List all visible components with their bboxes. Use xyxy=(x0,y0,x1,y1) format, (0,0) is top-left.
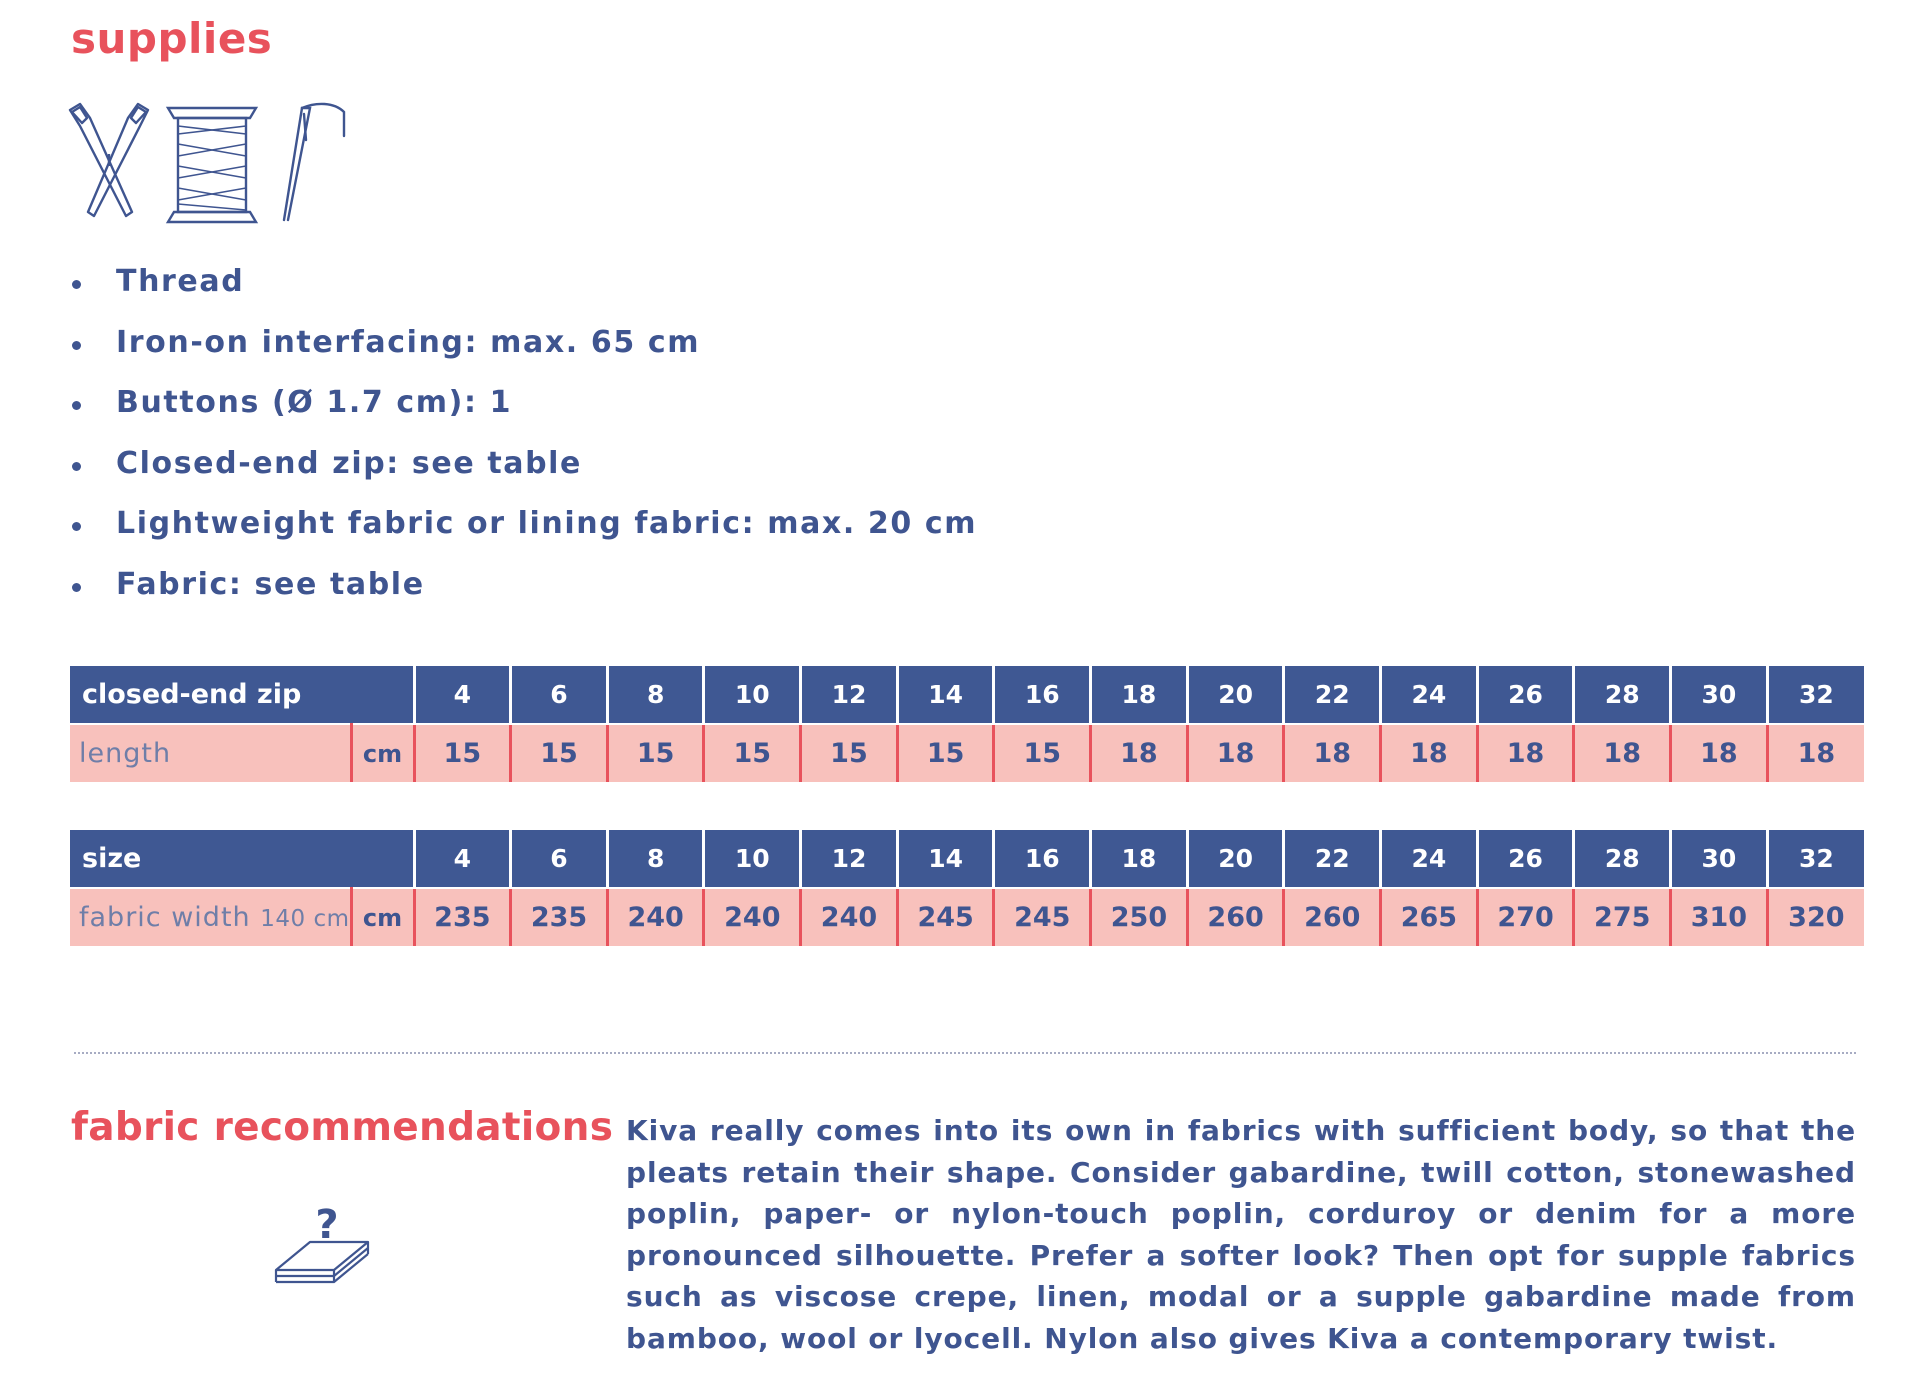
value-cell: 240 xyxy=(801,888,898,946)
value-cell: 240 xyxy=(704,888,801,946)
list-item: Buttons (Ø 1.7 cm): 1 xyxy=(70,379,977,440)
value-cell: 235 xyxy=(511,888,608,946)
needle-icon xyxy=(284,104,344,220)
table-header-row xyxy=(70,830,1864,888)
size-header-cell: 24 xyxy=(1381,830,1478,888)
value-cell: 260 xyxy=(1284,888,1381,946)
size-header-cell: 14 xyxy=(897,666,994,724)
size-header-cell: 20 xyxy=(1187,830,1284,888)
fabric-row-label xyxy=(70,888,351,946)
size-header-cell: 30 xyxy=(1671,830,1768,888)
section-divider xyxy=(74,1052,1856,1054)
value-cell: 265 xyxy=(1381,888,1478,946)
fabric-question-icon xyxy=(270,1200,380,1290)
size-header-cell: 8 xyxy=(607,830,704,888)
supplies-heading: supplies xyxy=(71,14,273,63)
value-cell: 18 xyxy=(1187,724,1284,782)
list-item: Iron-on interfacing: max. 65 cm xyxy=(70,319,977,380)
value-cell: 310 xyxy=(1671,888,1768,946)
table-header-row xyxy=(70,666,1864,724)
size-header-cell: 14 xyxy=(897,830,994,888)
size-header-cell: 22 xyxy=(1284,830,1381,888)
list-item: Thread xyxy=(70,258,977,319)
value-cell: 320 xyxy=(1767,888,1864,946)
zip-unit: cm xyxy=(351,724,414,782)
supplies-list xyxy=(70,258,977,621)
table-row xyxy=(70,724,1864,782)
scissors-icon xyxy=(70,104,148,216)
size-header-cell: 4 xyxy=(414,830,511,888)
fabric-row-label-text: fabric width xyxy=(79,902,251,933)
fabric-unit: cm xyxy=(351,888,414,946)
value-cell: 18 xyxy=(1284,724,1381,782)
size-header-cell: 30 xyxy=(1671,666,1768,724)
size-header-cell: 16 xyxy=(994,830,1091,888)
size-header-cell: 32 xyxy=(1767,830,1864,888)
value-cell: 15 xyxy=(897,724,994,782)
value-cell: 245 xyxy=(994,888,1091,946)
value-cell: 15 xyxy=(704,724,801,782)
size-header-cell: 16 xyxy=(994,666,1091,724)
size-header-cell: 10 xyxy=(704,830,801,888)
size-header-cell: 6 xyxy=(511,830,608,888)
value-cell: 270 xyxy=(1477,888,1574,946)
value-cell: 15 xyxy=(801,724,898,782)
size-header-cell: 26 xyxy=(1477,830,1574,888)
supplies-icons xyxy=(66,100,366,225)
thread-spool-icon xyxy=(168,108,256,222)
size-header-cell: 10 xyxy=(704,666,801,724)
value-cell: 250 xyxy=(1091,888,1188,946)
fabric-header-label: size xyxy=(70,830,414,888)
svg-text:?: ? xyxy=(315,1202,339,1248)
size-header-cell: 18 xyxy=(1091,830,1188,888)
value-cell: 15 xyxy=(511,724,608,782)
size-header-cell: 18 xyxy=(1091,666,1188,724)
list-item: Closed-end zip: see table xyxy=(70,440,977,501)
fabric-row-label-suffix: 140 cm xyxy=(260,906,350,932)
size-header-cell: 20 xyxy=(1187,666,1284,724)
size-header-cell: 32 xyxy=(1767,666,1864,724)
fabric-size-table xyxy=(70,830,1864,946)
value-cell: 18 xyxy=(1767,724,1864,782)
size-header-cell: 6 xyxy=(511,666,608,724)
zip-header-label: closed-end zip xyxy=(70,666,414,724)
value-cell: 18 xyxy=(1381,724,1478,782)
value-cell: 275 xyxy=(1574,888,1671,946)
value-cell: 18 xyxy=(1477,724,1574,782)
value-cell: 260 xyxy=(1187,888,1284,946)
zip-size-table xyxy=(70,666,1864,782)
fabric-recommendations-heading: fabric recommendations xyxy=(71,1105,614,1150)
value-cell: 15 xyxy=(414,724,511,782)
value-cell: 240 xyxy=(607,888,704,946)
size-header-cell: 28 xyxy=(1574,666,1671,724)
value-cell: 15 xyxy=(994,724,1091,782)
size-header-cell: 12 xyxy=(801,666,898,724)
value-cell: 245 xyxy=(897,888,994,946)
size-header-cell: 28 xyxy=(1574,830,1671,888)
table-row xyxy=(70,888,1864,946)
zip-row-label: length xyxy=(70,724,351,782)
size-header-cell: 8 xyxy=(607,666,704,724)
size-header-cell: 12 xyxy=(801,830,898,888)
value-cell: 18 xyxy=(1671,724,1768,782)
value-cell: 18 xyxy=(1574,724,1671,782)
list-item: Lightweight fabric or lining fabric: max. 20 cm xyxy=(70,500,977,561)
fabric-recommendations-text: Kiva really comes into its own in fabrics with sufficient body, so that the pleats retain their shape. Consider gabardine, twill cotton, stonewashed poplin, paper- or nylon-touch poplin, corduroy or denim for a more pronounced silhouette. Prefer a softer look? Then opt for supple fabrics such as viscose crepe, linen, modal or a supple gabardine made from bamboo, wool or lyocell. Nylon also gives Kiva a contemporary twist. xyxy=(626,1114,1856,1355)
size-header-cell: 24 xyxy=(1381,666,1478,724)
size-header-cell: 22 xyxy=(1284,666,1381,724)
size-header-cell: 4 xyxy=(414,666,511,724)
size-header-cell: 26 xyxy=(1477,666,1574,724)
value-cell: 15 xyxy=(607,724,704,782)
value-cell: 18 xyxy=(1091,724,1188,782)
value-cell: 235 xyxy=(414,888,511,946)
list-item: Fabric: see table xyxy=(70,561,977,622)
